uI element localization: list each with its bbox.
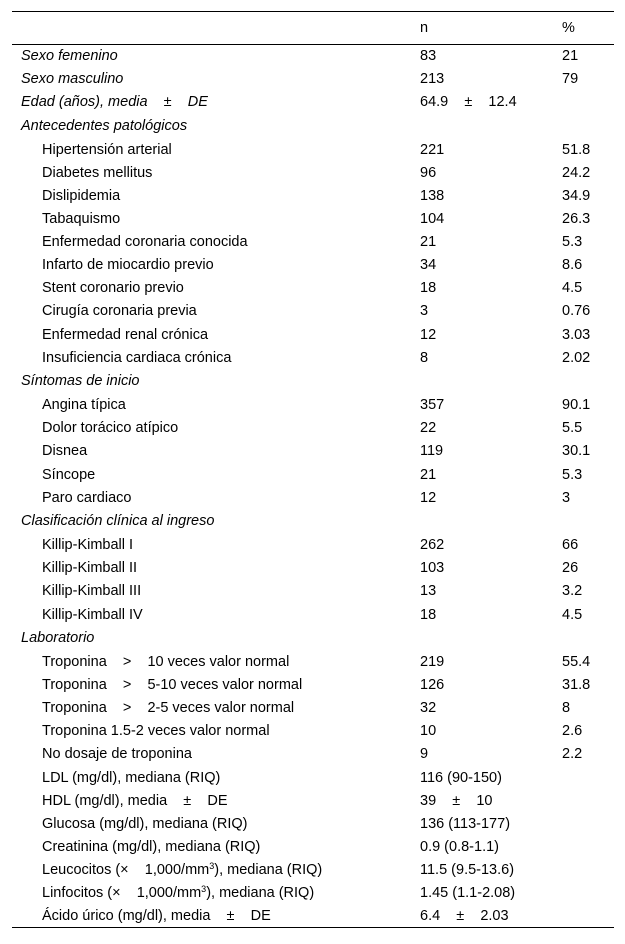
table-body <box>12 45 614 928</box>
row-label: Sexo masculino <box>21 71 124 88</box>
table-row <box>12 254 614 277</box>
row-n: 104 <box>420 211 445 228</box>
row-n: 1.45 (1.1-2.08) <box>420 885 516 902</box>
row-percent: 2.02 <box>562 349 591 366</box>
row-n: 221 <box>420 141 445 158</box>
row-n <box>420 369 562 394</box>
row-n: 262 <box>420 537 445 554</box>
table-row <box>12 440 614 463</box>
row-n: 9 <box>420 746 429 763</box>
table-row <box>12 68 614 91</box>
row-label: Infarto de miocardio previo <box>42 257 214 274</box>
row-n: 0.9 (0.8-1.1) <box>420 838 499 855</box>
row-percent: 4.5 <box>562 606 583 623</box>
row-percent: 55.4 <box>562 654 591 671</box>
row-n: 18 <box>420 280 437 297</box>
table-row <box>12 905 614 928</box>
row-n: 34 <box>420 257 437 274</box>
table-row <box>12 91 614 114</box>
row-percent: 8 <box>562 700 571 717</box>
row-n: 136 (113-177) <box>420 815 511 832</box>
row-percent <box>562 509 614 534</box>
row-label: Disnea <box>42 443 88 460</box>
row-n: 21 <box>420 466 437 483</box>
table-row <box>12 789 614 812</box>
row-n: 8 <box>420 349 429 366</box>
row-label-suffix: ), mediana (RIQ) <box>214 861 323 878</box>
row-percent: 0.76 <box>562 303 591 320</box>
row-label-text: Leucocitos (× 1,000/mm <box>42 861 210 878</box>
row-n: 126 <box>420 677 445 694</box>
row-percent: 31.8 <box>562 677 591 694</box>
row-n: 32 <box>420 700 437 717</box>
section-row <box>12 114 614 139</box>
row-label: Edad (años), media ± DE <box>21 94 208 111</box>
row-percent <box>562 766 614 789</box>
row-label: Sexo femenino <box>21 48 118 65</box>
row-label: Diabetes mellitus <box>42 164 153 181</box>
row-label-suffix: ), mediana (RIQ) <box>206 885 315 902</box>
row-label: HDL (mg/dl), media ± DE <box>42 792 228 809</box>
table-row <box>12 208 614 231</box>
row-n: 12 <box>420 326 437 343</box>
row-percent: 34.9 <box>562 188 591 205</box>
row-label: Creatinina (mg/dl), mediana (RIQ) <box>42 838 261 855</box>
section-row <box>12 509 614 534</box>
row-label: Troponina > 5-10 veces valor normal <box>42 677 303 694</box>
header-n: n <box>420 12 562 45</box>
data-table <box>12 11 614 928</box>
table-row <box>12 580 614 603</box>
row-percent: 3.03 <box>562 326 591 343</box>
row-label: Troponina > 10 veces valor normal <box>42 654 290 671</box>
row-label: Troponina 1.5-2 veces valor normal <box>42 723 270 740</box>
row-n: 83 <box>420 48 437 65</box>
row-percent: 4.5 <box>562 280 583 297</box>
row-n: 119 <box>420 443 444 460</box>
row-n <box>420 509 562 534</box>
row-label: Ácido úrico (mg/dl), media ± DE <box>12 905 420 928</box>
row-percent <box>562 882 614 905</box>
section-row <box>12 626 614 651</box>
row-label-superscript: 3 <box>201 884 207 895</box>
row-label-text: Linfocitos (× 1,000/mm <box>42 885 202 902</box>
row-label: Síncope <box>42 466 96 483</box>
table-row <box>12 486 614 509</box>
row-n: 96 <box>420 164 437 181</box>
table-row <box>12 651 614 674</box>
row-label: Angina típica <box>42 397 126 414</box>
row-percent: 21 <box>562 48 579 65</box>
row-percent: 3.2 <box>562 583 583 600</box>
row-label: Killip-Kimball II <box>42 560 138 577</box>
row-percent <box>562 858 614 881</box>
table-row <box>12 766 614 789</box>
row-n: 213 <box>420 71 445 88</box>
row-percent: 2.6 <box>562 723 583 740</box>
row-n: 11.5 (9.5-13.6) <box>420 861 515 878</box>
row-percent <box>562 835 614 858</box>
row-label: Glucosa (mg/dl), mediana (RIQ) <box>42 815 248 832</box>
row-n: 3 <box>420 303 429 320</box>
row-label: Hipertensión arterial <box>42 141 172 158</box>
row-label: LDL (mg/dl), mediana (RIQ) <box>42 769 221 786</box>
row-percent: 2.2 <box>562 746 583 763</box>
header-label <box>12 12 420 45</box>
row-label: Síntomas de inicio <box>21 373 140 390</box>
table-row <box>12 835 614 858</box>
row-n: 219 <box>420 654 445 671</box>
row-label: Cirugía coronaria previa <box>42 303 197 320</box>
row-percent: 8.6 <box>562 257 583 274</box>
table-row <box>12 300 614 323</box>
row-label <box>12 858 420 881</box>
table-row <box>12 674 614 697</box>
row-percent: 79 <box>562 71 579 88</box>
table-row <box>12 534 614 557</box>
row-percent: 5.3 <box>562 234 583 251</box>
row-percent <box>562 789 614 812</box>
row-label: Enfermedad renal crónica <box>42 326 209 343</box>
table-row <box>12 743 614 766</box>
table-row <box>12 697 614 720</box>
table-row <box>12 603 614 626</box>
row-n: 357 <box>420 397 445 414</box>
table-row <box>12 277 614 300</box>
row-percent: 90.1 <box>562 397 591 414</box>
row-label: Killip-Kimball III <box>42 583 142 600</box>
row-n: 103 <box>420 560 445 577</box>
table-row <box>12 45 614 68</box>
row-n: 64.9 ± 12.4 <box>420 94 517 111</box>
row-n <box>420 626 562 651</box>
table-row <box>12 882 614 905</box>
table-row <box>12 557 614 580</box>
table-row <box>12 394 614 417</box>
table-row <box>12 812 614 835</box>
row-percent: 24.2 <box>562 164 591 181</box>
row-percent: 30.1 <box>562 443 591 460</box>
table-row <box>12 323 614 346</box>
row-label: Killip-Kimball IV <box>42 606 143 623</box>
row-percent: 26.3 <box>562 211 591 228</box>
row-percent <box>562 626 614 651</box>
table-row <box>12 346 614 369</box>
row-n: 22 <box>420 420 437 437</box>
section-row <box>12 369 614 394</box>
row-percent: 5.5 <box>562 420 583 437</box>
row-percent: 26 <box>562 560 579 577</box>
row-n: 21 <box>420 234 437 251</box>
row-label: Troponina > 2-5 veces valor normal <box>42 700 295 717</box>
row-label: Insuficiencia cardiaca crónica <box>42 349 232 366</box>
row-label: Paro cardiaco <box>42 489 132 506</box>
table-row <box>12 138 614 161</box>
table-row <box>12 161 614 184</box>
row-percent <box>562 369 614 394</box>
row-label: Enfermedad coronaria conocida <box>42 234 248 251</box>
row-n: 138 <box>420 188 445 205</box>
row-percent <box>562 91 614 114</box>
row-percent <box>562 905 614 928</box>
row-n: 18 <box>420 606 437 623</box>
row-percent: 51.8 <box>562 141 591 158</box>
row-n: 116 (90-150) <box>420 769 502 786</box>
table-row <box>12 463 614 486</box>
row-label: Dislipidemia <box>42 188 121 205</box>
row-label-superscript: 3 <box>209 860 215 871</box>
row-label: Clasificación clínica al ingreso <box>21 513 215 530</box>
table-row <box>12 417 614 440</box>
table-row <box>12 231 614 254</box>
row-n: 6.4 ± 2.03 <box>420 905 562 928</box>
row-label: Tabaquismo <box>42 211 121 228</box>
row-label: Dolor torácico atípico <box>42 420 179 437</box>
row-label: Stent coronario previo <box>42 280 184 297</box>
row-label: Laboratorio <box>21 630 95 647</box>
row-label: Killip-Kimball I <box>42 537 134 554</box>
row-n: 12 <box>420 489 437 506</box>
row-percent: 66 <box>562 537 579 554</box>
row-n: 39 ± 10 <box>420 792 493 809</box>
row-label: Antecedentes patológicos <box>21 118 188 135</box>
row-label <box>12 882 420 905</box>
table-row <box>12 184 614 207</box>
row-n: 10 <box>420 723 437 740</box>
row-label: No dosaje de troponina <box>42 746 192 763</box>
row-percent <box>562 114 614 139</box>
table-row <box>12 858 614 881</box>
row-n: 13 <box>420 583 437 600</box>
row-percent <box>562 812 614 835</box>
row-n <box>420 114 562 139</box>
header-row <box>12 12 614 45</box>
row-percent: 3 <box>562 489 571 506</box>
table-row <box>12 720 614 743</box>
row-percent: 5.3 <box>562 466 583 483</box>
header-percent: % <box>562 12 614 45</box>
